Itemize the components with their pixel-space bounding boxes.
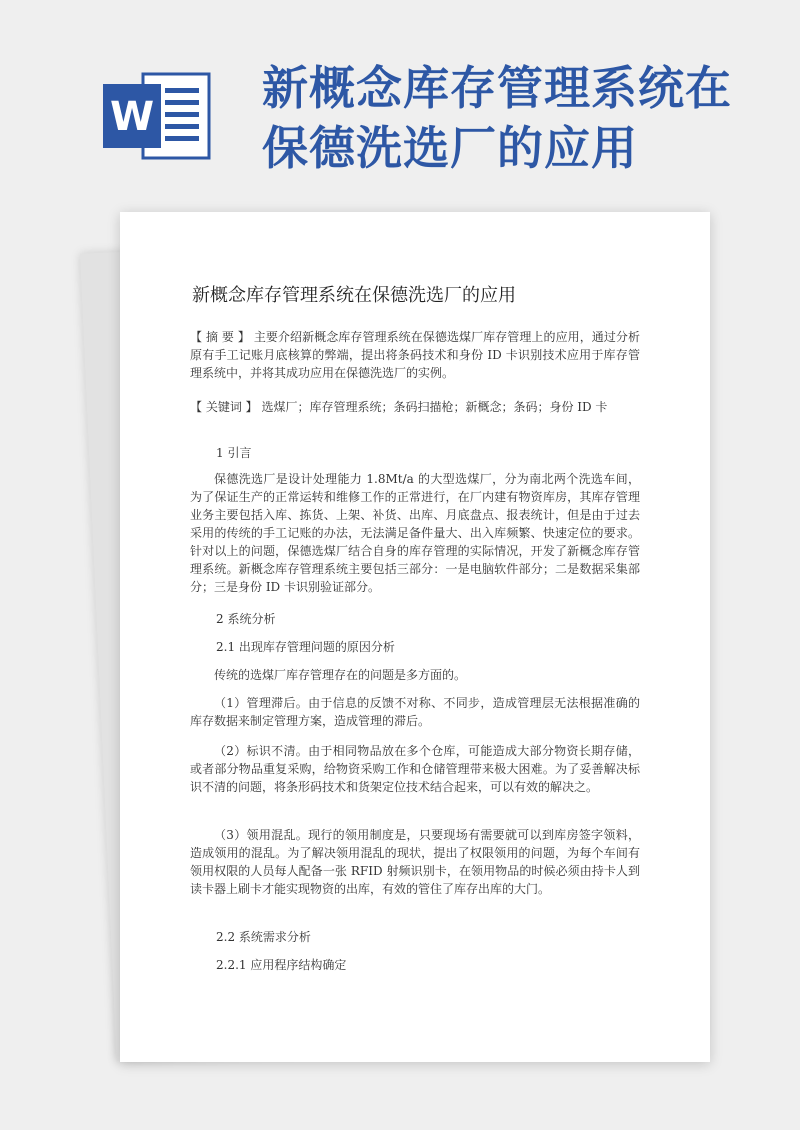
banner-title-line-1: 新概念库存管理系统在 <box>262 61 732 115</box>
logo-letter: W <box>109 94 155 140</box>
word-document-icon <box>103 70 213 162</box>
banner-title-line-2: 保德洗选厂的应用 <box>262 121 638 175</box>
section-heading-1: 1 引言 <box>216 446 252 460</box>
intro-paragraph: 保德洗选厂是设计处理能力 1.8Mt/a 的大型选煤厂，分为南北两个洗选车间，为了保证生产的正常运转和维修工作的正常进行，在厂内建有物资库房，其库存管理业务主要包括入库、拣货、上架、补货、出库、月底盘点、报表统计，但是由于过去采用的传统的手工记账的办法，无法满足备件量大、出入库频繁、快速定位的要求。针对以上的问题，保德选煤厂结合自身的库存管理的实际情况，开发了新概念库存管理系统。新概念库存管理系统主要包括三部分：一是电脑软件部分；二是数据采集部分；三是身份 ID 卡识别验证部分。 <box>190 472 640 594</box>
item-1-paragraph: （1）管理滞后。由于信息的反馈不对称、不同步，造成管理层无法根据准确的库存数据来制定管理方案，造成管理的滞后。 <box>190 696 640 728</box>
section-heading-2-2-1: 2.2.1 应用程序结构确定 <box>216 958 347 972</box>
banner-title <box>262 58 782 178</box>
document-title: 新概念库存管理系统在保德洗选厂的应用 <box>192 285 516 306</box>
document-page <box>120 212 710 1062</box>
section-heading-2-1: 2.1 出现库存管理问题的原因分析 <box>216 640 395 654</box>
section-heading-2-2: 2.2 系统需求分析 <box>216 930 311 944</box>
abstract-paragraph: 【 摘 要 】 主要介绍新概念库存管理系统在保德选煤厂库存管理上的应用，通过分析原有手工记账月底核算的弊端，提出将条码技术和身份 ID 卡识别技术应用于库存管理系统中，并将其成功应用在保德洗选厂的实例。 <box>190 330 640 380</box>
section-heading-2: 2 系统分析 <box>216 612 276 626</box>
keywords-paragraph: 【 关键词 】 选煤厂；库存管理系统；条码扫描枪；新概念；条码；身份 ID 卡 <box>190 400 608 414</box>
cause-paragraph: 传统的选煤厂库存管理存在的问题是多方面的。 <box>214 668 467 682</box>
item-2-paragraph: （2）标识不清。由于相同物品放在多个仓库，可能造成大部分物资长期存储，或者部分物品重复采购，给物资采购工作和仓储管理带来极大困难。为了妥善解决标识不清的问题，将条形码技术和货架定位技术结合起来，可以有效的解决之。 <box>190 744 640 794</box>
item-3-paragraph: （3）领用混乱。现行的领用制度是，只要现场有需要就可以到库房签字领料，造成领用的混乱。为了解决领用混乱的现状，提出了权限领用的问题，为每个车间有领用权限的人员每人配备一张 RFID 射频识别卡，在领用物品的时候必须由持卡人到读卡器上刷卡才能实现物资的出库，有效的管住了库存出库的大门。 <box>190 828 640 896</box>
